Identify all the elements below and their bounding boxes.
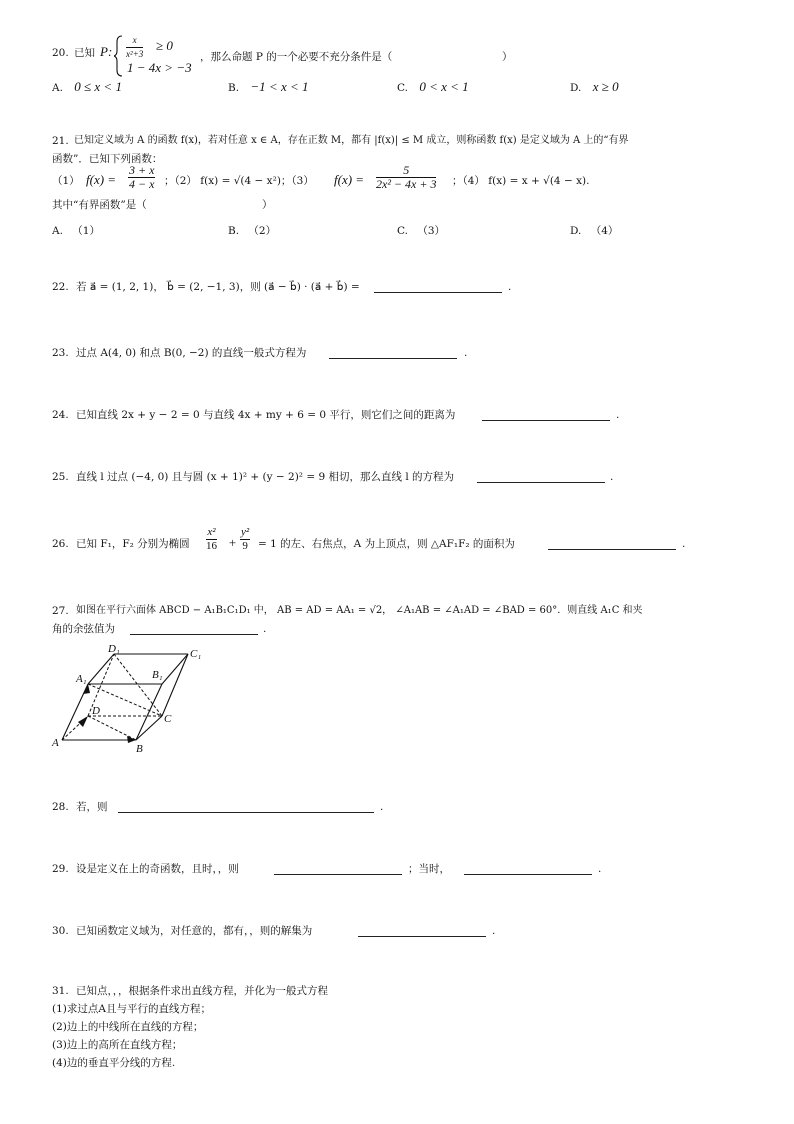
q21-f1-num: 3 + x (129, 163, 155, 177)
q21-f3-den: 2x² − 4x + 3 (376, 177, 437, 191)
q29-number: 29. (52, 863, 69, 875)
q21-line4: 其中“有界函数”是（ (52, 199, 147, 211)
q26-frac-y-num: y² (241, 526, 250, 538)
q22-number: 22. (52, 281, 69, 293)
label-d1: D₁ (108, 644, 120, 655)
q31-part-4: (4)边的垂直平分线的方程. (52, 1057, 176, 1069)
q23-number: 23. (52, 347, 69, 359)
q20-option-d-label: D. (570, 82, 582, 94)
label-b: B (136, 743, 143, 755)
q21-option-a[interactable] (52, 224, 100, 238)
q21-f1-den: 4 − x (129, 177, 155, 191)
q21-option-c-text: （3） (417, 225, 446, 237)
q20-case2: 1 − 4x > −3 (127, 60, 192, 75)
q20-number: 20. (52, 47, 69, 59)
q20-option-a-text: 0 ≤ x < 1 (74, 79, 122, 94)
q31-number: 31. (52, 985, 69, 997)
q30-answer-blank[interactable] (358, 925, 486, 937)
q20-lead: 已知 (74, 47, 95, 59)
label-b1: B₁ (152, 669, 163, 681)
q27-line2: 角的余弦值为 (52, 623, 115, 635)
q20-frac-num: x (126, 34, 143, 48)
q21-option-d-text: （4） (590, 225, 619, 237)
q20-frac-den: x²+3 (126, 49, 144, 59)
q25-text: 直线 l 过点 (−4, 0) 且与圆 (x + 1)² + (y − 2)² = 9 相切，那么直线 l 的方程为 (76, 471, 455, 483)
q20-option-c-label: C. (397, 82, 408, 94)
q21-f3-fraction (376, 164, 436, 191)
q20-option-b[interactable] (228, 80, 309, 95)
q21-f1-lhs: f(x) = (86, 172, 117, 187)
q26-plus: + (228, 535, 237, 550)
q30-number: 30. (52, 925, 69, 937)
q31-part-2: (2)边上的中线所在直线的方程； (52, 1021, 204, 1033)
q22-text: 若 a⃗ = (1, 2, 1)， b⃗ = (2, −1, 3)，则 (a⃗ − b⃗) · (a⃗ + b⃗) = (76, 281, 360, 293)
q26-frac-x-num: x² (207, 526, 216, 538)
q23-end: . (464, 347, 468, 359)
label-c1: C₁ (190, 648, 202, 660)
q26-pre: 已知 F₁，F₂ 分别为椭圆 (76, 538, 190, 550)
q27-end: . (263, 623, 267, 635)
q25-number: 25. (52, 471, 69, 483)
q21-f2: ；（2） f(x) = √(4 − x²)；（3） (164, 175, 314, 187)
q27-answer-blank[interactable] (130, 623, 258, 635)
q23-text: 过点 A(4, 0) 和点 B(0, −2) 的直线一般式方程为 (76, 347, 307, 359)
q20-option-d-text: x ≥ 0 (592, 79, 619, 94)
q21-close: ） (262, 199, 273, 211)
q20-case1: ≥ 0 (156, 38, 173, 53)
q20-option-a[interactable] (52, 80, 122, 95)
q20-option-c[interactable] (397, 80, 469, 95)
q20-option-d[interactable] (570, 80, 619, 95)
q26-end: . (682, 538, 686, 550)
q28-number: 28. (52, 801, 69, 813)
q20-option-c-text: 0 < x < 1 (419, 79, 469, 94)
q21-f1-fraction (128, 164, 155, 191)
label-c: C (164, 713, 172, 725)
q21-line2: 函数”．已知下列函数： (52, 153, 163, 165)
q28-end: . (380, 801, 384, 813)
q28-text: 若，则 (76, 801, 108, 813)
q25-end: . (610, 471, 614, 483)
q26-frac-x (206, 526, 217, 553)
q26-frac-x-den: 16 (206, 540, 217, 552)
q29-text: 设是定义在上的奇函数，且时，，则 (76, 863, 239, 875)
q30-end: . (492, 925, 496, 937)
q22-answer-blank[interactable] (374, 281, 502, 293)
q21-option-a-label: A. (52, 225, 63, 237)
q28-answer-blank[interactable] (118, 801, 374, 813)
q20-tail: ，那么命题 P 的一个必要不充分条件是（ (200, 51, 393, 63)
q21-f3-lhs: f(x) = (334, 172, 365, 187)
q22-end: . (508, 281, 512, 293)
q21-f4: ；（4） f(x) = x + √(4 − x). (452, 175, 590, 187)
q23-answer-blank[interactable] (329, 347, 457, 359)
q21-option-c-label: C. (397, 225, 408, 237)
q27-number: 27. (52, 605, 69, 617)
q29-answer-blank-2[interactable] (464, 863, 592, 875)
q21-option-c[interactable] (397, 224, 445, 238)
q21-option-d[interactable] (570, 224, 618, 238)
label-a: A (52, 737, 59, 749)
q24-end: . (616, 409, 620, 421)
q21-option-b-label: B. (228, 225, 240, 237)
q20-fraction (126, 34, 143, 61)
q24-number: 24. (52, 409, 69, 421)
q20-close: ） (502, 51, 513, 63)
q29-end: . (598, 863, 602, 875)
q20-p-label: P: (100, 44, 113, 59)
q21-f1-label: （1） (52, 175, 80, 187)
label-d: D (92, 705, 100, 717)
q21-option-d-label: D. (570, 225, 582, 237)
q29-mid: ；当时， (408, 863, 450, 875)
brace-icon (114, 34, 124, 78)
q21-option-a-text: （1） (72, 225, 100, 237)
q21-f3-num: 5 (376, 164, 436, 178)
q20-option-b-text: −1 < x < 1 (250, 79, 309, 94)
q20-option-b-label: B. (228, 82, 240, 94)
q24-answer-blank[interactable] (482, 409, 610, 421)
q21-option-b[interactable] (228, 224, 276, 238)
q30-text: 已知函数定义域为，对任意的，都有，，则的解集为 (76, 925, 313, 937)
q26-frac-y-den: 9 (242, 540, 248, 552)
q21-number: 21. (52, 135, 69, 147)
q26-answer-blank[interactable] (548, 538, 676, 550)
q21-line1: 已知定义域为 A 的函数 f(x)，若对任意 x ∈ A，存在正数 M，都有 |f(x)| ≤ M 成立，则称函数 f(x) 是定义域为 A 上的“有界 (74, 135, 629, 146)
q31-part-3: (3)边上的高所在直线方程； (52, 1039, 183, 1051)
q21-option-b-text: （2） (248, 225, 277, 237)
q24-text: 已知直线 2x + y − 2 = 0 与直线 4x + my + 6 = 0 平行，则它们之间的距离为 (76, 409, 456, 421)
q25-answer-blank[interactable] (477, 471, 605, 483)
q26-post: = 1 的左、右焦点，A 为上顶点，则 △AF₁F₂ 的面积为 (258, 538, 515, 550)
parallelepiped-figure (50, 644, 210, 756)
q31-text: 已知点，，，根据条件求出直线方程，并化为一般式方程 (76, 985, 328, 997)
q26-number: 26. (52, 538, 69, 550)
q26-frac-y (240, 526, 250, 553)
label-a1: A₁ (76, 673, 87, 685)
q20-option-a-label: A. (52, 82, 63, 94)
q31-part-1: (1)求过点A且与平行的直线方程； (52, 1003, 211, 1015)
q29-answer-blank-1[interactable] (274, 863, 402, 875)
q27-line1: 如图在平行六面体 ABCD − A₁B₁C₁D₁ 中， AB = AD = AA₁ = √2， ∠A₁AB = ∠A₁AD = ∠BAD = 60°．则直线 A₁C 和夹 (76, 605, 643, 616)
